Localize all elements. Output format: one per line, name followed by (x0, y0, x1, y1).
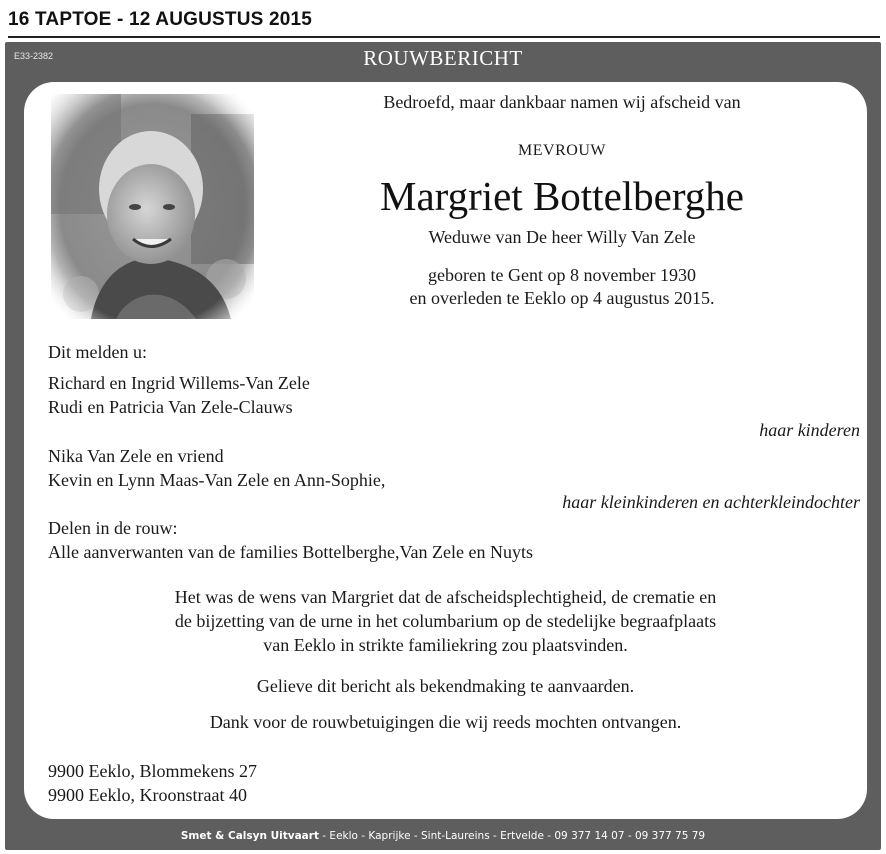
list-item: Rudi en Patricia Van Zele-Clauws (48, 397, 293, 417)
children-list (48, 371, 310, 419)
obituary-frame (5, 42, 881, 850)
wish-line: van Eeklo in strikte familiekring zou plaatsvinden. (263, 635, 628, 655)
list-item: Kevin en Lynn Maas-Van Zele en Ann-Sophie, (48, 470, 386, 490)
share-grief-line: Delen in de rouw: (48, 518, 178, 538)
grandchildren-list (48, 444, 385, 492)
children-label: haar kinderen (759, 420, 860, 440)
announce-line: Dit melden u: (48, 342, 147, 362)
wish-line: Het was de wens van Margriet dat de afscheidsplechtigheid, de crematie en (174, 587, 717, 607)
thanks-line: Dank voor de rouwbetuigingen die wij reeds mochten ontvangen. (209, 712, 682, 732)
life-dates (324, 264, 800, 310)
address-line: 9900 Eeklo, Blommekens 27 (48, 761, 257, 781)
funeral-home-name: Smet & Calsyn Uitvaart (180, 830, 319, 842)
grandchildren-label: haar kleinkinderen en achterkleindochter (562, 492, 860, 512)
widow-of: Weduwe van De heer Willy Van Zele (428, 227, 696, 247)
list-item: Richard en Ingrid Willems-Van Zele (48, 373, 310, 393)
funeral-home-details: - Eeklo - Kaprijke - Sint-Laureins - Ertvelde - 09 377 14 07 - 09 377 75 79 (318, 830, 706, 842)
page-header-text: 16 TAPTOE - 12 AUGUSTUS 2015 (8, 9, 313, 30)
newspaper-header (8, 6, 880, 40)
notice-title: ROUWBERICHT (363, 46, 523, 70)
obituary-panel (24, 82, 867, 819)
header-rule (8, 36, 880, 38)
address-block (48, 759, 257, 807)
birth-line: geboren te Gent op 8 november 1930 (428, 265, 696, 285)
accept-line: Gelieve dit bericht als bekendmaking te aanvaarden. (256, 676, 635, 696)
list-item: Nika Van Zele en vriend (48, 446, 224, 466)
address-line: 9900 Eeklo, Kroonstraat 40 (48, 785, 247, 805)
salutation: MEVROUW (518, 142, 606, 159)
reference-code: E33-2382 (14, 51, 54, 61)
wish-line: de bijzetting van de urne in het columbarium op de stedelijke begraafplaats (174, 611, 717, 631)
death-line: en overleden te Eeklo op 4 augustus 2015. (409, 288, 715, 308)
wish-paragraph (24, 585, 867, 657)
portrait-photo (51, 94, 254, 319)
funeral-home-footer (5, 830, 881, 842)
deceased-name: Margriet Bottelberghe (380, 173, 744, 219)
intro-line: Bedroefd, maar dankbaar namen wij afscheid van (383, 92, 741, 112)
relatives-line: Alle aanverwanten van de families Bottelberghe,Van Zele en Nuyts (48, 542, 533, 562)
